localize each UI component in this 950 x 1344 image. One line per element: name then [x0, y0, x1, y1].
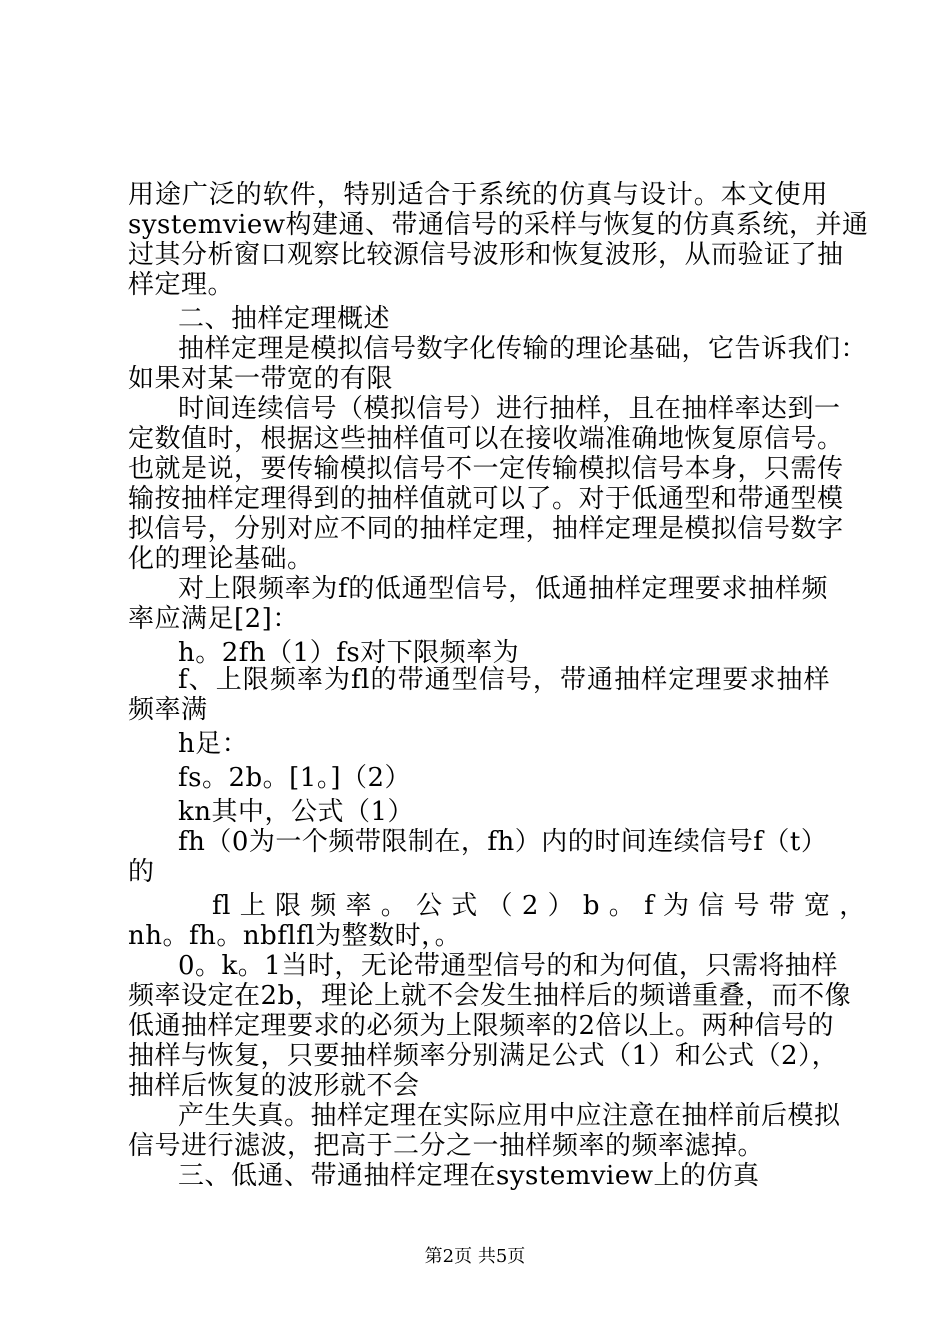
text-line: systemview构建通、带通信号的采样与恢复的仿真系统，并通 — [128, 210, 869, 240]
text-line: 低通抽样定理要求的必须为上限频率的2倍以上。两种信号的 — [128, 1011, 835, 1041]
text-line: 对上限频率为f的低通型信号，低通抽样定理要求抽样频 — [178, 574, 828, 604]
text-line: kn其中，公式（1） — [178, 797, 415, 827]
text-line: 三、低通、带通抽样定理在systemview上的仿真 — [178, 1161, 760, 1191]
text-line: fh（0为一个频带限制在，fh）内的时间连续信号f（t） — [178, 827, 828, 857]
text-line: 信号进行滤波，把高于二分之一抽样频率的频率滤掉。 — [128, 1131, 765, 1161]
page-footer: 第2页 共5页 — [424, 1246, 526, 1267]
text-line: 0。k。1当时，无论带通型信号的和为何值，只需将抽样 — [178, 951, 838, 981]
text-line: 抽样与恢复，只要抽样频率分别满足公式（1）和公式（2）， — [128, 1041, 839, 1071]
text-line: f、上限频率为fl的带通型信号，带通抽样定理要求抽样 — [178, 665, 830, 695]
text-line: 样定理。 — [128, 270, 235, 300]
text-line: 二、抽样定理概述 — [178, 304, 391, 334]
text-line: 化的理论基础。 — [128, 544, 314, 574]
text-line: fl 上 限 频 率 。 公 式 （ 2 ） b 。 f 为 信 号 带 宽 ， — [212, 891, 866, 921]
text-line: 用途广泛的软件，特别适合于系统的仿真与设计。本文使用 — [128, 180, 828, 210]
text-line: 时间连续信号（模拟信号）进行抽样，且在抽样率达到一 — [178, 394, 841, 424]
text-line: 拟信号，分别对应不同的抽样定理，抽样定理是模拟信号数字 — [128, 514, 844, 544]
text-line: 率应满足[2]： — [128, 604, 299, 634]
text-line: 的 — [128, 857, 155, 887]
text-line: fs。2b。[1。]（2） — [178, 763, 412, 793]
text-line: 频率满 — [128, 695, 208, 725]
text-line: 定数值时，根据这些抽样值可以在接收端准确地恢复原信号。 — [128, 424, 844, 454]
text-line: 过其分析窗口观察比较源信号波形和恢复波形，从而验证了抽 — [128, 240, 844, 270]
text-line: 产生失真。抽样定理在实际应用中应注意在抽样前后模拟 — [178, 1101, 841, 1131]
text-line: 抽样定理是模拟信号数字化传输的理论基础，它告诉我们： — [178, 334, 868, 364]
text-line: 抽样后恢复的波形就不会 — [128, 1071, 420, 1101]
text-line: h足： — [178, 729, 249, 759]
text-line: 频率设定在2b，理论上就不会发生抽样后的频谱重叠，而不像 — [128, 981, 852, 1011]
text-line: nh。fh。nbflfl为整数时，。 — [128, 921, 462, 951]
text-line: 也就是说，要传输模拟信号不一定传输模拟信号本身，只需传 — [128, 454, 844, 484]
text-line: 输按抽样定理得到的抽样值就可以了。对于低通型和带通型模 — [128, 484, 844, 514]
text-line: h。2fh（1）fs对下限频率为 — [178, 638, 520, 668]
text-line: 如果对某一带宽的有限 — [128, 364, 394, 394]
